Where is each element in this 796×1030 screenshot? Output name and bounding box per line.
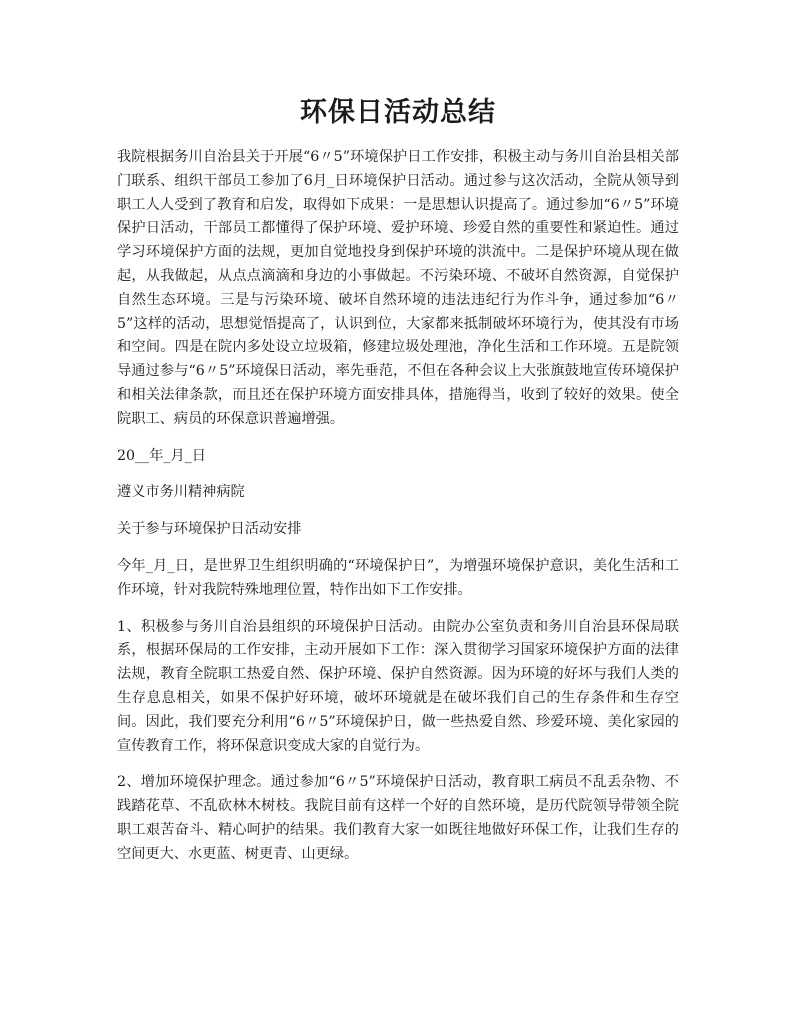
document-title: 环保日活动总结 <box>300 97 496 128</box>
item-1-paragraph: 1、积极参与务川自治县组织的环境保护日活动。由院办公室负责和务川自治县环保局联系，根据环保局的工作安排，主动开展如下工作：深入贯彻学习国家环境保护方面的法律法规，教育全院职工热爱自然、保护环境、保护自然资源。因为环境的好坏与我们人类的生存息息相关，如果不保护好环境，破坏环境就是在破坏我们自己的生存条件和生存空间。因此，我们要充分利用“6〃5”环境保护日，做一些热爱自然、珍爱环境、美化家园的宣传教育工作，将环保意识变成大家的自觉行为。 <box>117 618 679 754</box>
date-line: 20__年_月_日 <box>117 447 206 464</box>
section-heading: 关于参与环境保护日活动安排 <box>117 521 302 538</box>
intro-paragraph: 今年_月_日，是世界卫生组织明确的“环境保护日”，为增强环境保护意识，美化生活和工作环境，针对我院特殊地理位置，特作出如下工作安排。 <box>117 557 679 598</box>
organization-name: 遵义市务川精神病院 <box>117 484 245 501</box>
item-2-paragraph: 2、增加环境保护理念。通过参加“6〃5”环境保护日活动，教育职工病员不乱丢杂物、不践踏花草、不乱砍林木树枝。我院目前有这样一个好的自然环境，是历代院领导带领全院职工艰苦奋斗、精心呵护的结果。我们教育大家一如既往地做好环保工作，让我们生存的空间更大、水更蓝、树更青、山更绿。 <box>117 774 679 862</box>
document-page <box>117 96 679 880</box>
summary-paragraph: 我院根据务川自治县关于开展“6〃5”环境保护日工作安排，积极主动与务川自治县相关部门联系、组织干部员工参加了6月_日环境保护日活动。通过参与这次活动，全院从领导到职工人人受到了教育和启发，取得如下成果：一是思想认识提高了。通过参加“6〃5”环境保护日活动，干部员工都懂得了保护环境、爱护环境、珍爱自然的重要性和紧迫性。通过学习环境保护方面的法规，更加自觉地投身到保护环境的洪流中。二是保护环境从现在做起，从我做起，从点点滴滴和身边的小事做起。不污染环境、不破坏自然资源，自觉保护自然生态环境。三是与污染环境、破坏自然环境的违法违纪行为作斗争，通过参加“6〃5”这样的活动，思想觉悟提高了，认识到位，大家都来抵制破坏环境行为，使其没有市场和空间。四是在院内多处设立垃圾箱，修建垃圾处理池，净化生活和工作环境。五是院领导通过参与“6〃5”环境保日活动，率先垂范，不但在各种会议上大张旗鼓地宣传环境保护和相关法律条款，而且还在保护环境方面安排具体，措施得当，收到了较好的效果。使全院职工、病员的环保意识普遍增强。 <box>117 149 679 427</box>
